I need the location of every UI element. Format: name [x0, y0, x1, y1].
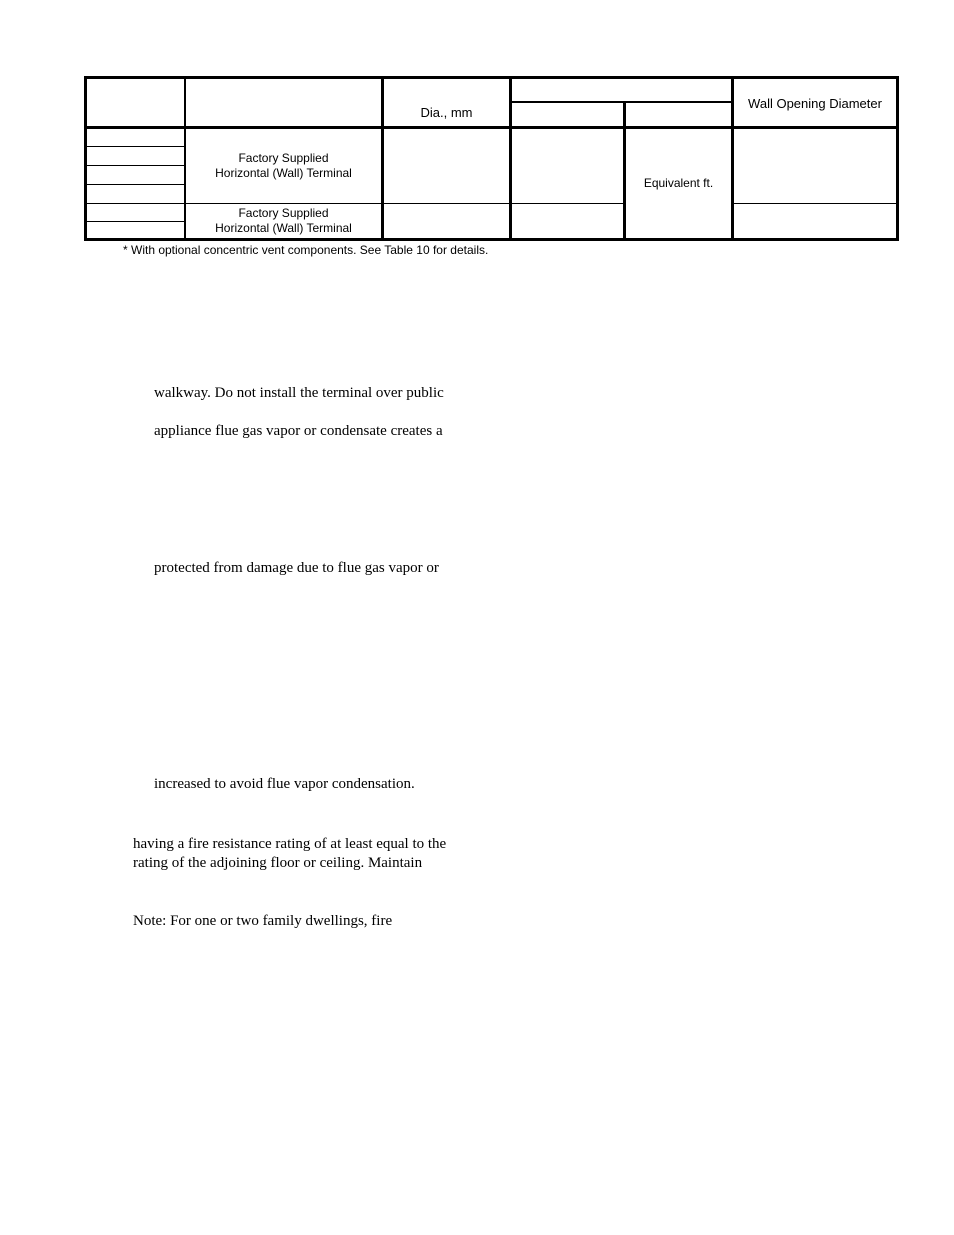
dia-label: Dia., mm — [420, 104, 473, 120]
body-line: protected from damage due to flue gas vapor or — [154, 560, 439, 576]
table-row — [186, 129, 381, 203]
table-divider — [87, 165, 184, 166]
body-line: walkway. Do not install the terminal over public — [154, 385, 444, 401]
vent-length-table — [84, 76, 899, 241]
table-divider — [512, 101, 734, 103]
wall-opening-header — [734, 91, 896, 115]
dia-header — [384, 101, 509, 123]
terminal-label: Horizontal (Wall) Terminal — [215, 221, 352, 235]
body-line: having a fire resistance rating of at least equal to the — [133, 836, 447, 852]
equivalent-length-label: Equivalent ft. — [643, 176, 714, 190]
table-divider — [731, 203, 896, 204]
table-divider — [87, 146, 184, 147]
table-footnote: * With optional concentric vent components. See Table 10 for details. — [123, 243, 489, 257]
body-line: rating of the adjoining floor or ceiling. Maintain — [133, 855, 423, 871]
body-line: increased to avoid flue vapor condensation. — [154, 776, 415, 792]
table-divider — [87, 184, 184, 185]
table-divider — [87, 203, 184, 204]
table-row — [186, 204, 381, 238]
body-line: appliance flue gas vapor or condensate creates a — [154, 423, 443, 439]
table-divider — [87, 221, 184, 222]
terminal-label: Factory Supplied — [238, 206, 329, 220]
terminal-label: Factory Supplied — [238, 151, 329, 165]
body-note: Note: For one or two family dwellings, fire — [133, 913, 393, 929]
terminal-label: Horizontal (Wall) Terminal — [215, 166, 352, 180]
equivalent-length-cell — [626, 129, 731, 238]
wall-opening-label: Wall Opening Diameter — [748, 95, 882, 111]
